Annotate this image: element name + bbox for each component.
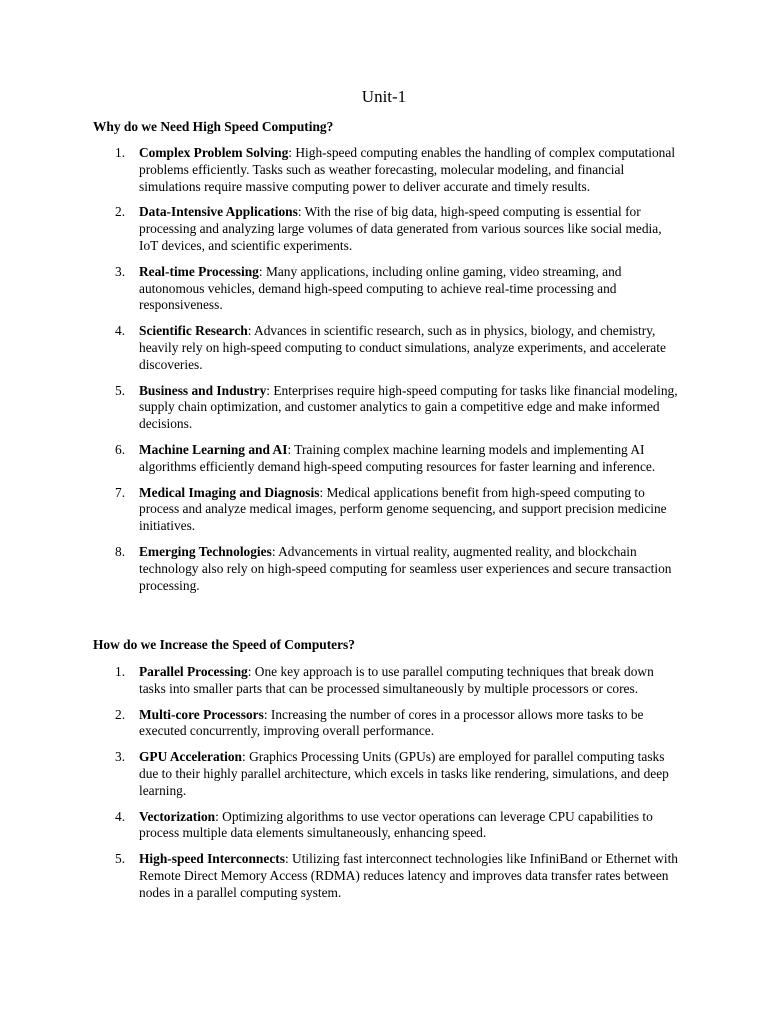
need-list	[93, 145, 683, 603]
list-number: 1.	[115, 664, 126, 679]
list-number: 6.	[115, 441, 126, 457]
list-text: : One key approach is to use parallel computing techniques that break down tasks into smaller parts that can be processed simultaneously by multiple processors or cores.	[139, 664, 654, 696]
list-item	[93, 851, 683, 901]
list-number: 7.	[115, 484, 126, 500]
list-text: : Optimizing algorithms to use vector operations can leverage CPU capabilities to process multiple data elements simultaneously, enhancing speed.	[139, 808, 653, 841]
list-item	[93, 749, 683, 799]
list-text: : Training complex machine learning models and implementing AI algorithms efficiently demand high-speed computing resources for faster learning and inference.	[139, 441, 656, 474]
list-item	[93, 664, 683, 698]
list-term: Emerging Technologies	[139, 543, 272, 559]
list-item	[93, 145, 683, 195]
section-heading-increase: How do we Increase the Speed of Computers?	[93, 637, 355, 652]
list-number: 5.	[115, 851, 126, 867]
list-term: Real-time Processing	[139, 263, 259, 279]
list-item	[93, 544, 683, 594]
list-number: 3.	[115, 263, 126, 279]
list-number: 2.	[115, 204, 126, 220]
list-item	[93, 204, 683, 254]
list-number: 2.	[115, 706, 126, 722]
list-item	[93, 442, 683, 476]
list-number: 4.	[115, 323, 126, 339]
list-text: : Advancements in virtual reality, augmented reality, and blockchain technology also rely on high-speed computing for seamless user experiences and secure transaction processing.	[139, 543, 672, 593]
list-text: : With the rise of big data, high-speed computing is essential for processing and analyzing large volumes of data generated from various sources like social media, IoT devices, and scientific experiments.	[139, 204, 662, 253]
list-text: : Many applications, including online gaming, video streaming, and autonomous vehicles, demand high-speed computing to achieve real-time processing and responsiveness.	[139, 263, 622, 313]
list-item	[93, 383, 683, 433]
document-title: Unit-1	[361, 87, 407, 106]
list-term: Multi-core Processors	[139, 706, 264, 722]
list-text: : Utilizing fast interconnect technologies like InfiniBand or Ethernet with Remote Direct Memory Access (RDMA) reduces latency and improves data transfer rates between nodes in a parallel computing system.	[139, 851, 678, 900]
list-text: : Increasing the number of cores in a processor allows more tasks to be executed concurrently, improving overall performance.	[139, 706, 644, 739]
list-term: Parallel Processing	[139, 664, 248, 679]
list-number: 8.	[115, 543, 126, 559]
increase-list	[93, 664, 683, 911]
list-number: 4.	[115, 808, 126, 824]
list-text: : High-speed computing enables the handling of complex computational problems efficiently. Tasks such as weather forecasting, molecular modeling, and financial simulations require massive computing power to deliver accurate and timely results.	[139, 145, 676, 194]
list-term: GPU Acceleration	[139, 749, 242, 765]
list-term: Medical Imaging and Diagnosis	[139, 484, 320, 500]
list-text: : Enterprises require high-speed computing for tasks like financial modeling, supply chain optimization, and customer analytics to gain a competitive edge and make informed decisions.	[139, 382, 678, 432]
list-term: Business and Industry	[139, 382, 267, 398]
list-text: : Graphics Processing Units (GPUs) are employed for parallel computing tasks due to their highly parallel architecture, which excels in tasks like rendering, simulations, and deep learning.	[139, 749, 669, 798]
list-item	[93, 264, 683, 314]
list-number: 5.	[115, 382, 126, 398]
list-term: Vectorization	[139, 808, 216, 824]
list-item	[93, 809, 683, 843]
list-text: : Advances in scientific research, such as in physics, biology, and chemistry, heavily rely on high-speed computing to conduct simulations, analyze experiments, and accelerate discoveries.	[139, 323, 666, 372]
list-number: 1.	[115, 145, 126, 160]
list-number: 3.	[115, 749, 126, 765]
list-item	[93, 707, 683, 741]
list-term: High-speed Interconnects	[139, 851, 285, 867]
list-term: Complex Problem Solving	[139, 145, 289, 160]
list-term: Machine Learning and AI	[139, 441, 288, 457]
list-text: : Medical applications benefit from high-speed computing to process and analyze medical images, perform genome sequencing, and support precision medicine initiatives.	[139, 484, 667, 534]
list-item	[93, 323, 683, 373]
list-term: Data-Intensive Applications	[139, 204, 298, 220]
list-item	[93, 485, 683, 535]
section-heading-need: Why do we Need High Speed Computing?	[93, 119, 334, 134]
list-term: Scientific Research	[139, 323, 248, 339]
